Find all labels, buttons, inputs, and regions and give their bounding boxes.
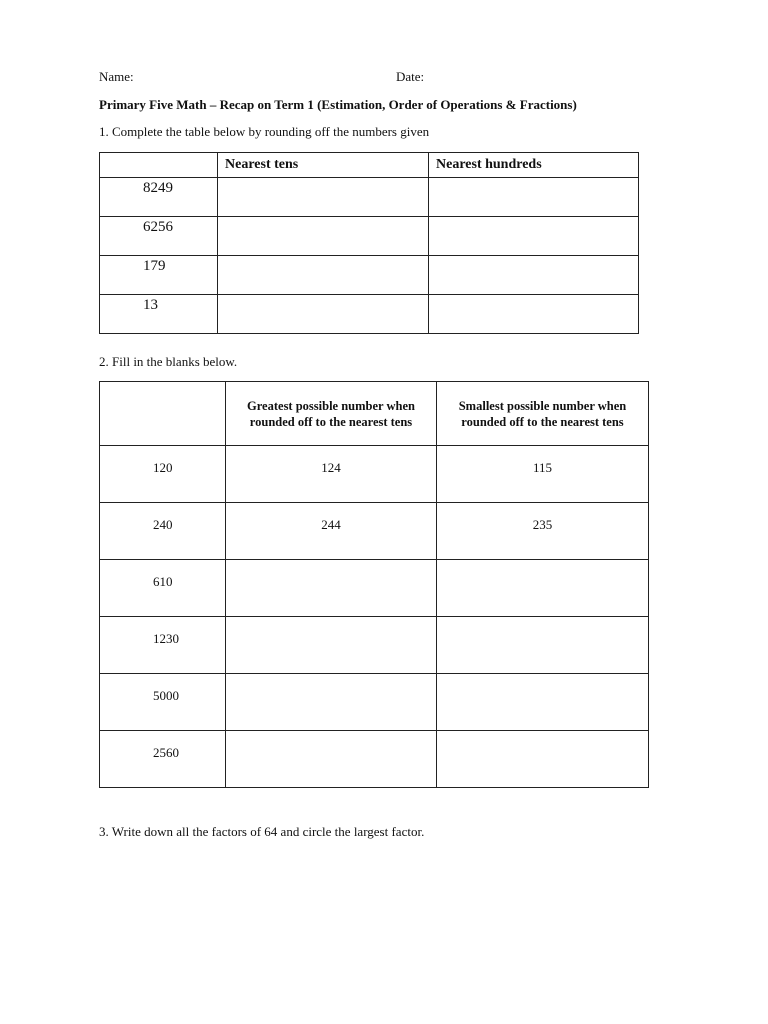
name-label: Name: [99, 69, 134, 84]
answer-cell-tens[interactable] [218, 295, 429, 334]
number-cell: 8249 [100, 178, 218, 217]
question-1-instruction: 1. Complete the table below by rounding off the numbers given [99, 124, 430, 139]
answer-cell-hundreds[interactable] [429, 178, 639, 217]
answer-cell-hundreds[interactable] [429, 295, 639, 334]
header-blank [100, 382, 226, 446]
number-cell: 120 [100, 446, 226, 503]
date-label: Date: [396, 69, 425, 84]
header-nearest-hundreds: Nearest hundreds [429, 153, 639, 178]
number-cell: 5000 [100, 674, 226, 731]
table-row [100, 560, 649, 617]
greatest-cell[interactable] [226, 560, 437, 617]
header-greatest-possible: Greatest possible number when rounded off to the nearest tens [226, 382, 437, 446]
answer-cell-tens[interactable] [218, 256, 429, 295]
table-row [100, 503, 649, 560]
number-cell: 179 [100, 256, 218, 295]
greatest-cell[interactable]: 244 [226, 503, 437, 560]
answer-cell-hundreds[interactable] [429, 256, 639, 295]
table-row [100, 446, 649, 503]
number-cell: 6256 [100, 217, 218, 256]
rounding-table [99, 152, 639, 334]
number-cell: 2560 [100, 731, 226, 788]
smallest-cell[interactable] [437, 731, 649, 788]
header-smallest-possible: Smallest possible number when rounded off to the nearest tens [437, 382, 649, 446]
answer-cell-tens[interactable] [218, 178, 429, 217]
table-row [100, 674, 649, 731]
table-row [100, 617, 649, 674]
smallest-cell[interactable]: 235 [437, 503, 649, 560]
number-cell: 610 [100, 560, 226, 617]
table-row [100, 178, 639, 217]
fill-blanks-table-header [100, 382, 649, 446]
header-nearest-tens: Nearest tens [218, 153, 429, 178]
table-row [100, 256, 639, 295]
greatest-cell[interactable] [226, 617, 437, 674]
smallest-cell[interactable] [437, 560, 649, 617]
answer-cell-tens[interactable] [218, 217, 429, 256]
number-cell: 13 [100, 295, 218, 334]
greatest-cell[interactable] [226, 674, 437, 731]
greatest-cell[interactable]: 124 [226, 446, 437, 503]
table-row [100, 217, 639, 256]
fill-blanks-table [99, 381, 649, 788]
answer-cell-hundreds[interactable] [429, 217, 639, 256]
header-blank [100, 153, 218, 178]
greatest-cell[interactable] [226, 731, 437, 788]
table-row [100, 731, 649, 788]
worksheet-title: Primary Five Math – Recap on Term 1 (Estimation, Order of Operations & Fractions) [99, 97, 577, 112]
table-row [100, 295, 639, 334]
rounding-table-header [100, 153, 639, 178]
smallest-cell[interactable] [437, 674, 649, 731]
number-cell: 1230 [100, 617, 226, 674]
question-3-instruction: 3. Write down all the factors of 64 and circle the largest factor. [99, 824, 425, 839]
number-cell: 240 [100, 503, 226, 560]
question-2-instruction: 2. Fill in the blanks below. [99, 354, 238, 369]
smallest-cell[interactable]: 115 [437, 446, 649, 503]
smallest-cell[interactable] [437, 617, 649, 674]
